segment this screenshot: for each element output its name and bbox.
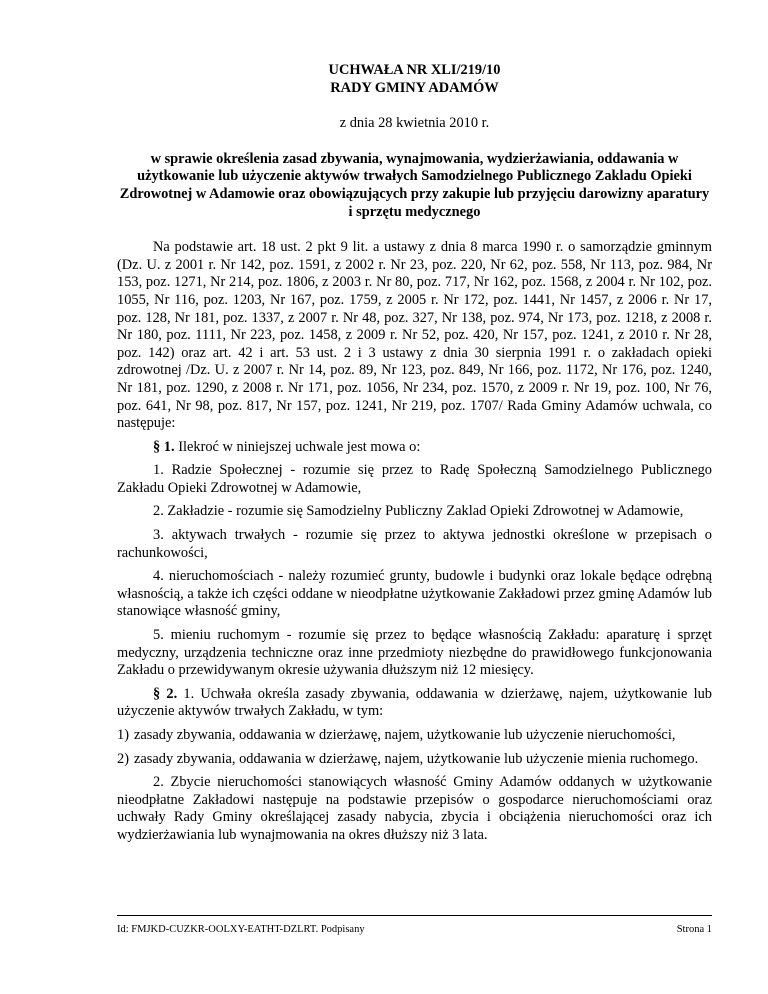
title-line-2: RADY GMINY ADAMÓW bbox=[330, 79, 499, 96]
definition-5: 5. mieniu ruchomym - rozumie się przez to będące własnością Zakładu: aparaturę i sprzęt medyczny, urządzenia techniczne oraz inne przedmioty niezbędne do prawidłowego funkcjonowania Zakładu o przewidywanym okresie używania dłuższym niż 12 miesięcy. bbox=[117, 627, 712, 679]
resolution-date: z dnia 28 kwietnia 2010 r. bbox=[339, 115, 490, 132]
document-id: Id: FMJKD-CUZKR-OOLXY-EATHT-DZLRT. Podpisany bbox=[117, 924, 365, 935]
section-1-text: Ilekroć w niniejszej uchwale jest mowa o: bbox=[174, 438, 421, 455]
definition-2: 2. Zakładzie - rozumie się Samodzielny Publiczny Zaklad Opieki Zdrowotnej w Adamowie, bbox=[153, 503, 684, 520]
section-2-paragraph-2: 2. Zbycie nieruchomości stanowiących własność Gminy Adamów oddanych w użytkowanie nieodpłatne Zakładowi następuje na podstawie przepisów o gospodarce nieruchomościami oraz uchwały Rady Gminy określającej zasady nabycia, zbycia i obciążenia nieruchomości oraz ich wydzierżawiania lub wynajmowania na okres dłuższy niż 3 lata. bbox=[117, 774, 712, 843]
section-2-list bbox=[117, 727, 712, 768]
page-footer bbox=[117, 923, 712, 936]
footer-divider bbox=[117, 915, 712, 916]
resolution-subject: w sprawie określenia zasad zbywania, wynajmowania, wydzierżawiania, oddawania w użytkowanie lub użyczenie aktywów trwałych Samodzielnego Publicznego Zakladu Opieki Zdrowotnej w Adamowie oraz obowiązujących przy zakupie lub przyjęciu darowizny aparatury i sprzętu medycznego bbox=[119, 150, 710, 220]
legal-basis-paragraph: Na podstawie art. 18 ust. 2 pkt 9 lit. a ustawy z dnia 8 marca 1990 r. o samorządzie gminnym (Dz. U. z 2001 r. Nr 142, poz. 1591, z 2002 r. Nr 23, poz. 220, Nr 62, poz. 558, Nr 113, poz. 984, Nr 153, poz. 1271, Nr 214, poz. 1806, z 2003 r. Nr 80, poz. 717, Nr 162, poz. 1568, z 2004 r. Nr 102, poz. 1055, Nr 116, poz. 1203, Nr 167, poz. 1759, z 2005 r. Nr 172, poz. 1441, Nr 1457, z 2006 r. Nr 17, poz. 128, Nr 181, poz. 1337, z 2007 r. Nr 48, poz. 327, Nr 138, poz. 974, Nr 173, poz. 1218, z 2008 r. Nr 180, poz. 1111, Nr 223, poz. 1458, z 2009 r. Nr 52, poz. 420, Nr 157, poz. 1241, z 2010 r. Nr 28, poz. 142) oraz art. 42 i art. 53 ust. 2 i 3 ustawy z dnia 30 sierpnia 1991 r. o zakładach opieki zdrowotnej /Dz. U. z 2007 r. Nr 14, poz. 89, Nr 123, poz. 849, Nr 166, poz. 1172, Nr 176, poz. 1240, Nr 181, poz. 1290, z 2008 r. Nr 171, poz. 1056, Nr 234, poz. 1570, z 2009 r. Nr 19, poz. 100, Nr 76, poz. 641, Nr 98, poz. 817, Nr 157, poz. 1241, Nr 219, poz. 1707/ Rada Gminy Adamów uchwala, co następuje: bbox=[117, 239, 712, 432]
list-item-text: zasady zbywania, oddawania w dzierżawę, najem, użytkowanie lub użyczenie nieruchomości, bbox=[134, 727, 676, 743]
section-2-text: 1. Uchwała określa zasady zbywania, oddawania w dzierżawę, najem, użytkowanie lub użyczenie aktywów trwałych Zakładu, w tym: bbox=[117, 685, 712, 720]
page-number: Strona 1 bbox=[676, 924, 712, 935]
document-body bbox=[117, 62, 712, 845]
definition-4: 4. nieruchomościach - należy rozumieć grunty, budowle i budynki oraz lokale będące odrębną własnością, a także ich części oddane w nieodpłatne użytkowanie Zakładowi przez gminę Adamów lub stanowiące własność gminy, bbox=[117, 568, 712, 620]
section-2-heading bbox=[117, 686, 712, 721]
resolution-title bbox=[117, 62, 712, 97]
list-item-number: 1) bbox=[117, 727, 129, 743]
section-1-label: § 1. bbox=[153, 438, 175, 455]
list-item bbox=[117, 751, 712, 769]
list-item bbox=[117, 727, 712, 745]
title-line-1: UCHWAŁA NR XLI/219/10 bbox=[328, 62, 501, 78]
section-1-heading bbox=[117, 439, 712, 457]
list-item-number: 2) bbox=[117, 750, 129, 767]
section-2-label: § 2. bbox=[153, 685, 178, 702]
list-item-text: zasady zbywania, oddawania w dzierżawę, najem, użytkowanie lub użyczenie mienia ruchomego. bbox=[134, 750, 699, 767]
definition-1: 1. Radzie Społecznej - rozumie się przez to Radę Społeczną Samodzielnego Publicznego Zakładu Opieki Zdrowotnej w Adamowie, bbox=[117, 462, 712, 496]
definition-3: 3. aktywach trwałych - rozumie się przez to aktywa jednostki określone w przepisach o rachunkowości, bbox=[117, 527, 712, 561]
